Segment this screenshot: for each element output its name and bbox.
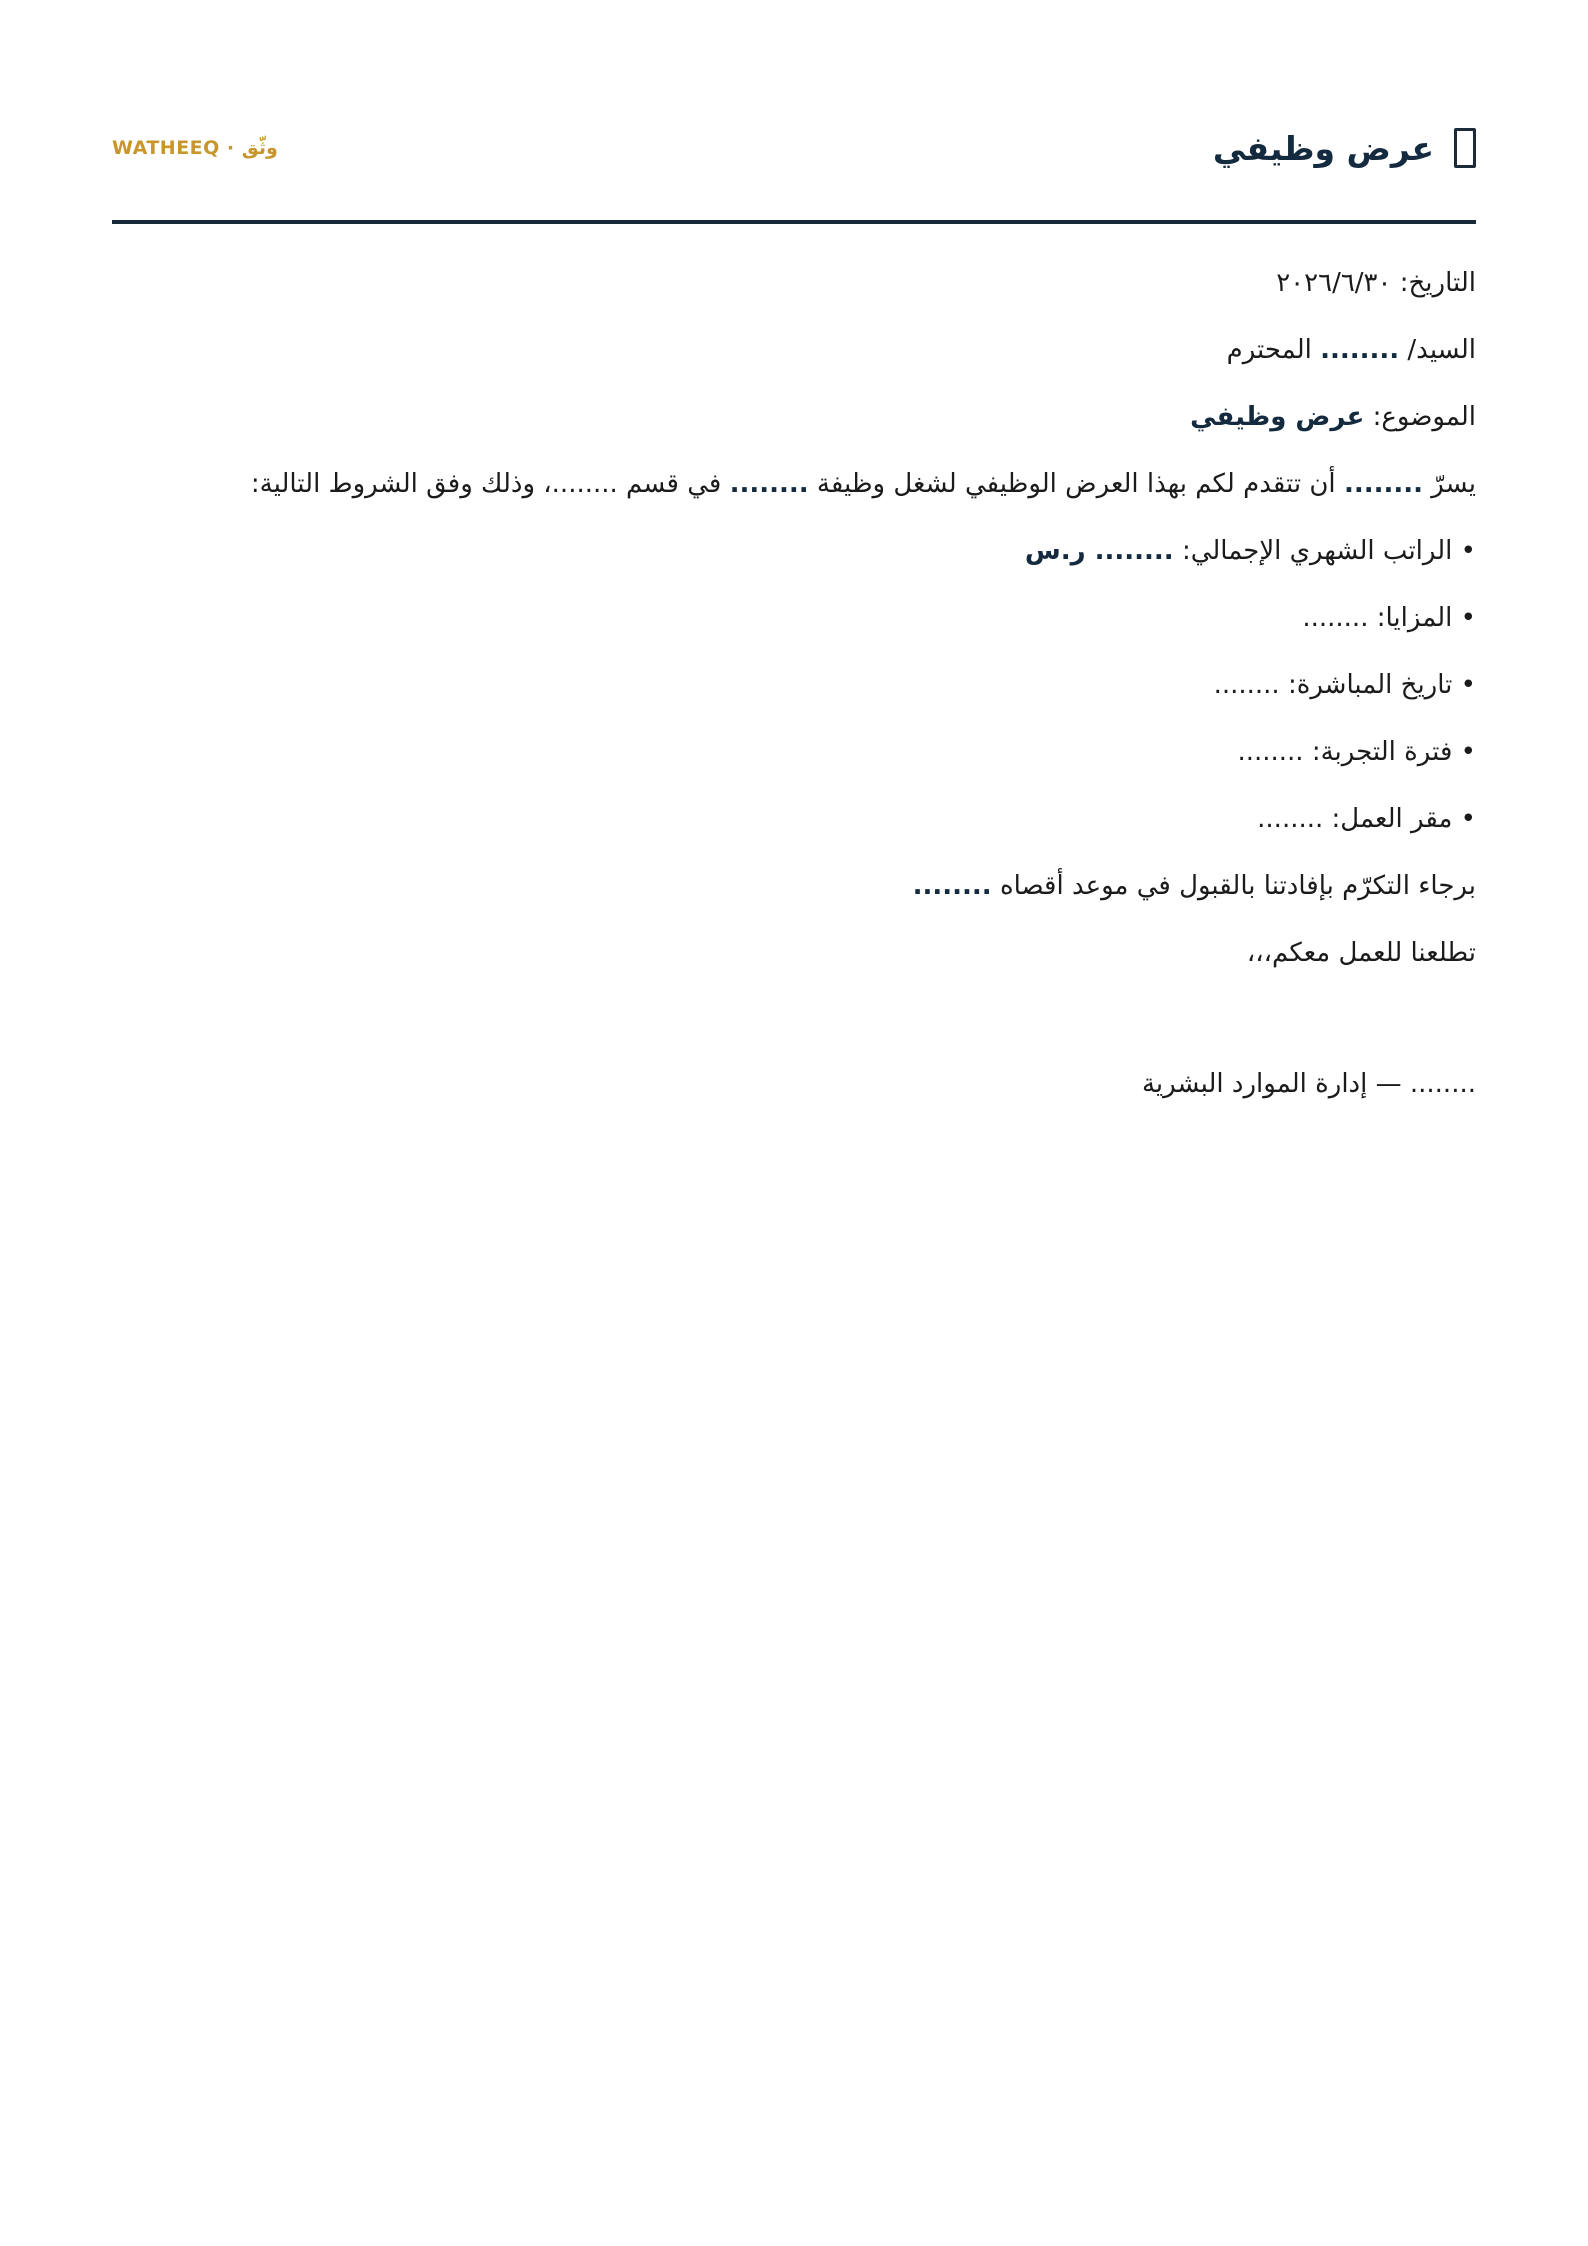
job-blank: ........ bbox=[729, 469, 809, 499]
closing-line: تطلعنا للعمل معكم،،، bbox=[1246, 938, 1476, 968]
date-line bbox=[112, 263, 1476, 303]
reply-deadline-blank: ........ bbox=[912, 871, 992, 901]
benefits-item: • المزايا: ........ bbox=[1302, 603, 1476, 633]
subject-line bbox=[112, 397, 1476, 437]
reply-request bbox=[112, 866, 1476, 906]
date-label: التاريخ: bbox=[1399, 268, 1476, 298]
salary-value: ........ ر.س bbox=[1024, 536, 1174, 566]
date-value: ٢٠٢٦/٦/٣٠ bbox=[1276, 268, 1392, 298]
workplace-item: • مقر العمل: ........ bbox=[1257, 804, 1476, 834]
page-title: عرض وظيفي bbox=[1212, 128, 1434, 168]
recipient-line bbox=[112, 330, 1476, 370]
intro-paragraph bbox=[112, 464, 1476, 504]
letter-header bbox=[112, 108, 1476, 188]
signature-line: ........ — إدارة الموارد البشرية bbox=[1141, 1069, 1476, 1099]
salary-label: • الراتب الشهري الإجمالي: bbox=[1181, 536, 1476, 566]
letter-body bbox=[112, 263, 1476, 1131]
start-date-item: • تاريخ المباشرة: ........ bbox=[1213, 670, 1476, 700]
intro-text-2: أن تتقدم لكم بهذا العرض الوظيفي لشغل وظيفة bbox=[816, 469, 1336, 499]
probation-item: • فترة التجربة: ........ bbox=[1237, 737, 1476, 767]
salary-item bbox=[112, 531, 1476, 571]
recipient-blank: ........ bbox=[1320, 335, 1400, 365]
recipient-prefix: السيد/ bbox=[1407, 335, 1476, 365]
document-icon bbox=[1454, 128, 1476, 168]
intro-text-1: يسرّ bbox=[1431, 469, 1476, 499]
intro-text-3: في قسم ........، وذلك وفق الشروط التالية: bbox=[250, 469, 722, 499]
title-group bbox=[1213, 128, 1476, 168]
reply-text: برجاء التكرّم بإفادتنا بالقبول في موعد أقصاه bbox=[999, 871, 1476, 901]
signature-spacer bbox=[112, 1000, 1476, 1064]
brand-logo-text: WATHEEQ · وثّق bbox=[112, 137, 278, 159]
header-divider bbox=[112, 220, 1476, 224]
company-blank: ........ bbox=[1343, 469, 1423, 499]
subject-label: الموضوع: bbox=[1372, 402, 1476, 432]
subject-value: عرض وظيفي bbox=[1190, 402, 1365, 432]
recipient-suffix: المحترم bbox=[1226, 335, 1312, 365]
